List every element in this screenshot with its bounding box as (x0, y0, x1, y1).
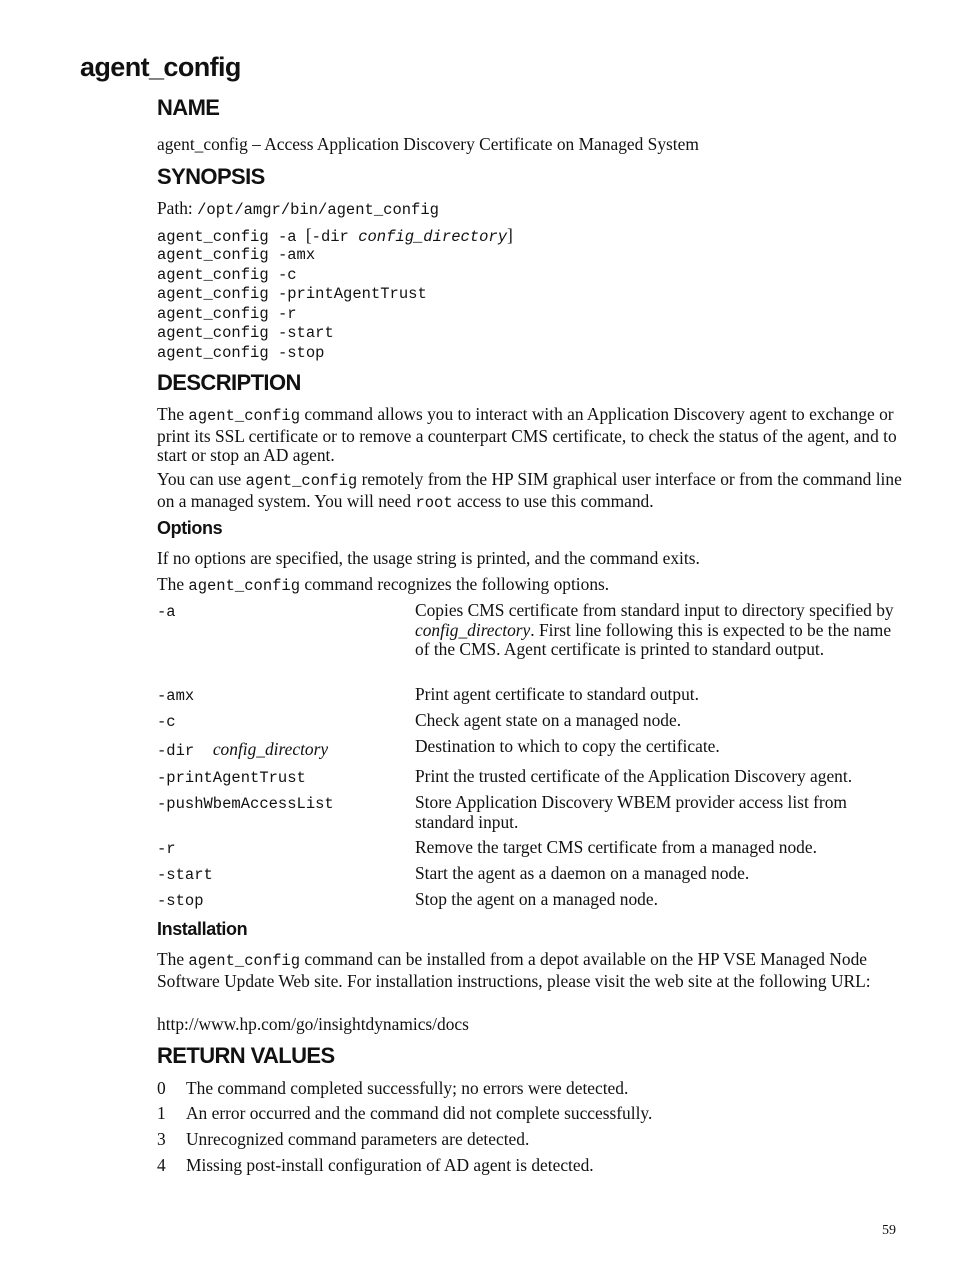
option-description: Store Application Discovery WBEM provider access list from standard input. (415, 792, 847, 832)
synopsis-line: agent_config -printAgentTrust (157, 285, 427, 303)
synopsis-line: agent_config -stop (157, 344, 325, 362)
synopsis-heading: SYNOPSIS (157, 164, 265, 189)
page-title: agent_config (80, 52, 241, 82)
options-intro-2: The agent_config command recognizes the following options. (157, 574, 610, 595)
return-values-heading: RETURN VALUES (157, 1043, 335, 1068)
option-description: Start the agent as a daemon on a managed node. (415, 863, 750, 883)
option-description: Stop the agent on a managed node. (415, 889, 658, 909)
options-intro: If no options are specified, the usage string is printed, and the command exits. (157, 548, 700, 568)
option-description: Destination to which to copy the certificate. (415, 736, 720, 756)
option-flag: -r (157, 840, 176, 858)
description-paragraph-2: You can use agent_config remotely from the HP SIM graphical user interface or from the command line on a managed system. You will need root access to use this command. (157, 469, 902, 512)
synopsis-line: agent_config -c (157, 266, 297, 284)
option-flag: -dir config_directory (157, 739, 329, 760)
return-value-code: 4 (157, 1155, 166, 1175)
name-text: agent_config – Access Application Discovery Certificate on Managed System (157, 134, 699, 154)
option-description: Remove the target CMS certificate from a managed node. (415, 837, 817, 857)
option-description: Print the trusted certificate of the Application Discovery agent. (415, 766, 853, 786)
synopsis-line: agent_config -a [-dir config_directory] (157, 225, 513, 246)
description-paragraph-1: The agent_config command allows you to interact with an Application Discovery agent to exchange or print its SSL certificate or to remove a counterpart CMS certificate, to check the status of the agent, and to start or stop an AD agent. (157, 404, 897, 466)
option-description: Check agent state on a managed node. (415, 710, 682, 730)
option-flag: -amx (157, 687, 195, 705)
return-value-code: 0 (157, 1078, 166, 1098)
option-flag: -printAgentTrust (157, 769, 306, 787)
return-value-text: An error occurred and the command did not complete successfully. (186, 1103, 653, 1123)
option-description: Print agent certificate to standard output. (415, 684, 699, 704)
option-description: Copies CMS certificate from standard input to directory specified by config_directory. First line following this is expected to be the name of the CMS. Agent certificate is printed to standard output. (415, 600, 894, 660)
return-value-text: Missing post-install configuration of AD agent is detected. (186, 1155, 594, 1175)
return-value-code: 3 (157, 1129, 166, 1149)
option-flag: -stop (157, 892, 204, 910)
synopsis-line: agent_config -start (157, 324, 334, 342)
installation-url: http://www.hp.com/go/insightdynamics/docs (157, 1014, 469, 1034)
return-value-text: The command completed successfully; no errors were detected. (186, 1078, 629, 1098)
page-number: 59 (882, 1223, 896, 1238)
installation-heading: Installation (157, 919, 248, 939)
synopsis-line: agent_config -r (157, 305, 297, 323)
options-heading: Options (157, 518, 223, 538)
synopsis-path (157, 199, 902, 221)
path-value: /opt/amgr/bin/agent_config (197, 201, 439, 219)
return-value-code: 1 (157, 1103, 166, 1123)
path-label: Path: (157, 198, 193, 218)
option-flag: -c (157, 713, 176, 731)
option-flag: -start (157, 866, 213, 884)
option-flag: -a (157, 603, 176, 621)
option-flag: -pushWbemAccessList (157, 795, 334, 813)
name-heading: NAME (157, 95, 220, 120)
synopsis-line: agent_config -amx (157, 246, 316, 264)
return-value-text: Unrecognized command parameters are detected. (186, 1129, 530, 1149)
description-heading: DESCRIPTION (157, 370, 301, 395)
installation-paragraph: The agent_config command can be installed from a depot available on the HP VSE Managed Node Software Update Web site. For installation instructions, please visit the web site at the following URL: (157, 949, 871, 991)
